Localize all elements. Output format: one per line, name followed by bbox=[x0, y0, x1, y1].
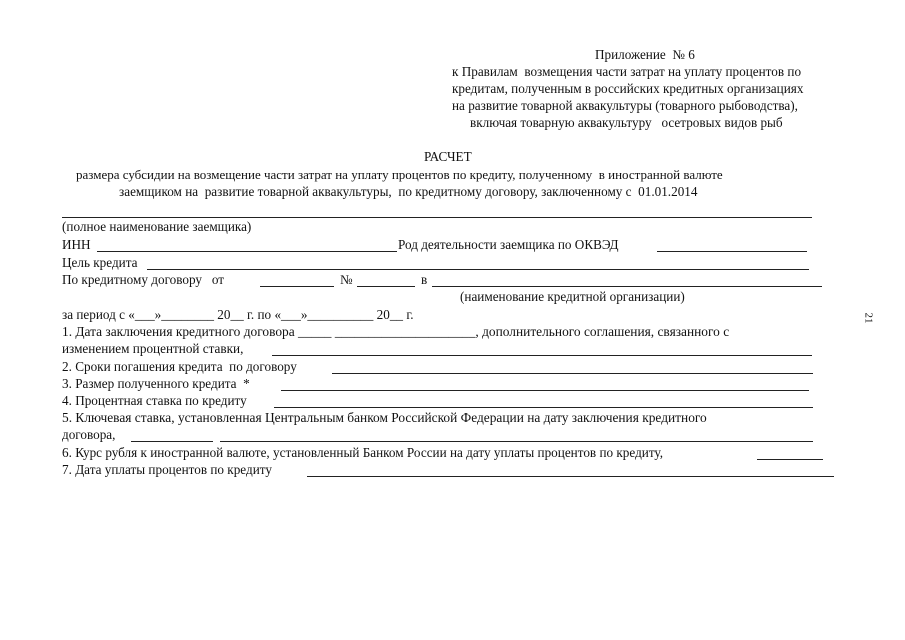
bank-prefix: в bbox=[421, 272, 428, 287]
okved-field[interactable] bbox=[657, 251, 807, 252]
title-subline-2: заемщиком на развитие товарной аквакультуры, по кредитному договору, заключенному с 01.01.2014 bbox=[119, 184, 698, 199]
page-number: 21 bbox=[862, 312, 875, 324]
item-2-field[interactable] bbox=[332, 373, 813, 374]
header-line-1: к Правилам возмещения части затрат на уплату процентов по bbox=[452, 64, 802, 79]
header-line-2: кредитам, полученным в российских кредитных организациях bbox=[452, 81, 804, 96]
number-sign: № bbox=[340, 272, 353, 287]
item-4-label: 4. Процентная ставка по кредиту bbox=[62, 393, 247, 408]
item-5-line-a: 5. Ключевая ставка, установленная Центральным банком Российской Федерации на дату заключения кредитного bbox=[62, 410, 707, 425]
inn-field[interactable] bbox=[97, 251, 397, 252]
item-4-field[interactable] bbox=[274, 407, 813, 408]
title-subline-1: размера субсидии на возмещение части затрат на уплату процентов по кредиту, полученному в иностранной валюте bbox=[76, 167, 723, 182]
document-title: РАСЧЕТ bbox=[424, 149, 472, 164]
contract-number-field[interactable] bbox=[357, 286, 415, 287]
borrower-name-field[interactable] bbox=[62, 217, 812, 218]
contract-label: По кредитному договору от bbox=[62, 272, 225, 287]
item-2-label: 2. Сроки погашения кредита по договору bbox=[62, 359, 297, 374]
item-6-label: 6. Курс рубля к иностранной валюте, установленный Банком России на дату уплаты процентов по кредиту, bbox=[62, 445, 663, 460]
period-line: за период с «___»________ 20__ г. по «___»__________ 20__ г. bbox=[62, 307, 414, 322]
borrower-name-hint: (полное наименование заемщика) bbox=[62, 219, 252, 234]
item-5-line-b: договора, bbox=[62, 427, 116, 442]
header-line-4: включая товарную аквакультуру осетровых видов рыб bbox=[470, 115, 783, 130]
item-3-field[interactable] bbox=[281, 390, 809, 391]
item-1-field[interactable] bbox=[272, 355, 812, 356]
purpose-field[interactable] bbox=[147, 269, 809, 270]
item-1-line-b: изменением процентной ставки, bbox=[62, 341, 244, 356]
bank-name-hint: (наименование кредитной организации) bbox=[460, 289, 685, 304]
item-5-date-field[interactable] bbox=[131, 441, 213, 442]
item-1-line-a: 1. Дата заключения кредитного договора _____ _____________________, дополнительного соглашения, связанного с bbox=[62, 324, 730, 339]
okved-label: Род деятельности заемщика по ОКВЭД bbox=[398, 237, 619, 252]
inn-label: ИНН bbox=[62, 237, 91, 252]
purpose-label: Цель кредита bbox=[62, 255, 138, 270]
item-7-label: 7. Дата уплаты процентов по кредиту bbox=[62, 462, 272, 477]
item-6-field[interactable] bbox=[757, 459, 823, 460]
item-5-rate-field[interactable] bbox=[220, 441, 813, 442]
header-line-3: на развитие товарной аквакультуры (товарного рыбоводства), bbox=[452, 98, 798, 113]
bank-name-field[interactable] bbox=[432, 286, 822, 287]
item-3-label: 3. Размер полученного кредита * bbox=[62, 376, 250, 391]
contract-date-field[interactable] bbox=[260, 286, 334, 287]
item-7-field[interactable] bbox=[307, 476, 834, 477]
appendix-label: Приложение № 6 bbox=[595, 47, 695, 62]
